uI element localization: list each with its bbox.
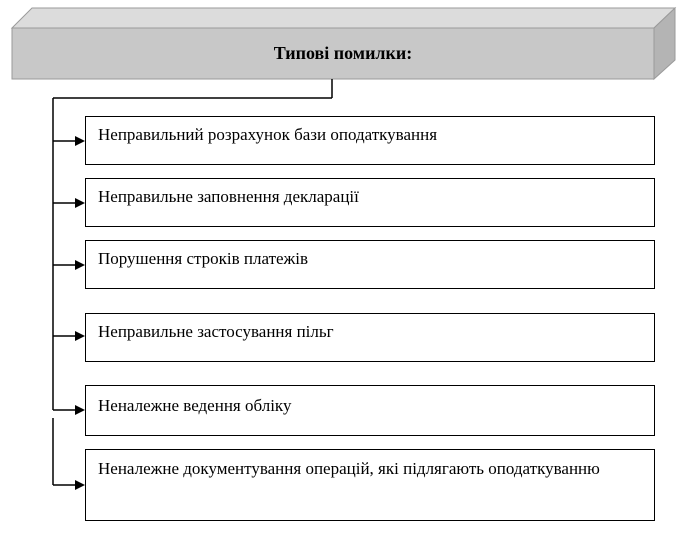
- diagram-title: Типові помилки:: [273, 42, 413, 63]
- error-item-4: Неправильне застосування пільг: [85, 313, 655, 362]
- arrow-item-4: [53, 331, 85, 341]
- header-top-face: [12, 8, 675, 28]
- arrow-item-6: [53, 480, 85, 490]
- error-item-1: Неправильний розрахунок бази оподаткування: [85, 116, 655, 165]
- arrow-item-5: [53, 405, 85, 415]
- error-item-2: Неправильне заповнення декларації: [85, 178, 655, 227]
- arrow-item-1: [53, 136, 85, 146]
- error-item-5: Неналежне ведення обліку: [85, 385, 655, 436]
- error-item-6: Неналежне документування операцій, які підлягають оподаткуванню: [85, 449, 655, 521]
- error-item-3: Порушення строків платежів: [85, 240, 655, 289]
- arrow-item-3: [53, 260, 85, 270]
- arrow-item-2: [53, 198, 85, 208]
